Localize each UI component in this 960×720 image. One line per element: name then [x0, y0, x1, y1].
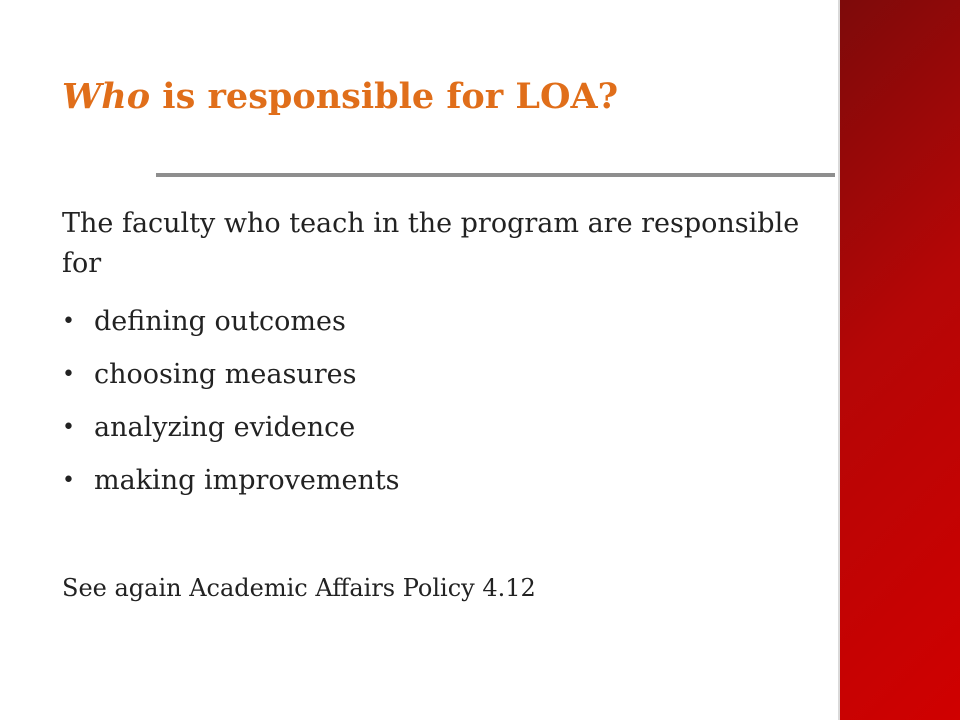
title-rest: is responsible for LOA?	[150, 76, 619, 117]
intro-text: The faculty who teach in the program are responsible for	[62, 208, 800, 279]
bullet-icon: •	[62, 362, 75, 387]
bullet-icon: •	[62, 468, 75, 493]
title-emphasis: Who	[62, 76, 151, 117]
responsibility-list	[62, 300, 400, 512]
list-item-label: making improvements	[94, 465, 400, 496]
list-item	[62, 459, 400, 512]
list-item	[62, 300, 400, 353]
list-item-label: defining outcomes	[94, 306, 346, 337]
list-item-label: choosing measures	[94, 359, 357, 390]
list-item-label: analyzing evidence	[94, 412, 356, 443]
list-item	[62, 406, 400, 459]
decorative-side-bar	[838, 0, 960, 720]
policy-note: See again Academic Affairs Policy 4.12	[62, 574, 536, 602]
bullet-icon: •	[62, 415, 75, 440]
list-item	[62, 353, 400, 406]
title-divider	[156, 173, 835, 177]
bullet-icon: •	[62, 309, 75, 334]
slide-title	[62, 76, 618, 117]
